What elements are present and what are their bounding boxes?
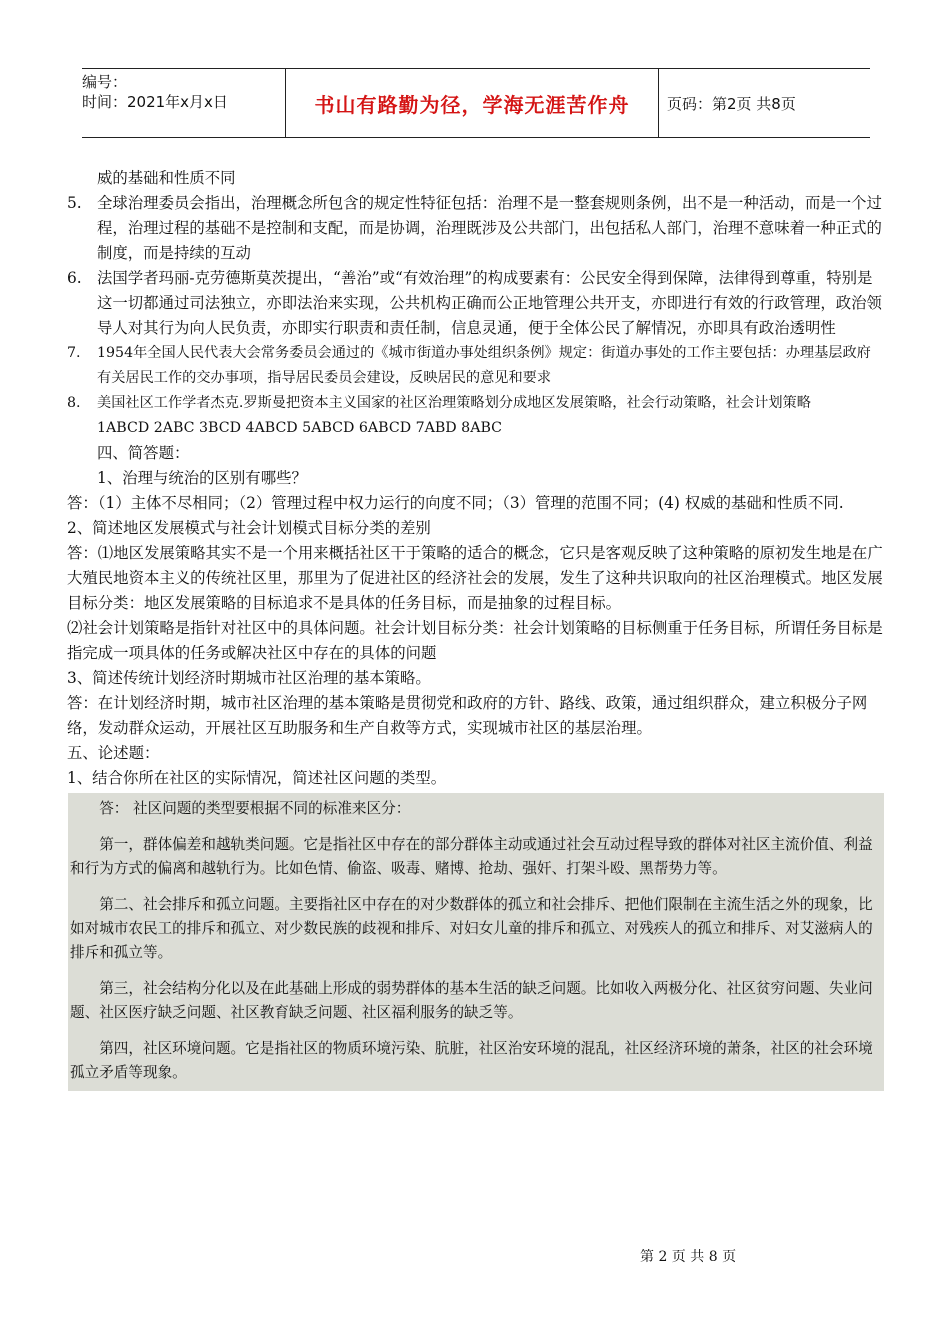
list-item [67, 266, 885, 341]
list-item [67, 191, 885, 266]
section-heading-4: 四、简答题： [97, 444, 190, 462]
shaded-paragraph: 答： 社区问题的类型要根据不同的标准来区分： [99, 800, 411, 817]
shaded-paragraph: 第一，群体偏差和越轨类问题。它是指社区中存在的部分群体主动或通过社会互动过程导致的群体对社区主流价值、利益和行为方式的偏离和越轨行为。比如色情、偷盗、吸毒、赌博、抢劫、强奸、打架斗殴、黑帮势力等。 [70, 836, 873, 877]
page-header [82, 68, 870, 138]
item-number: 8. [67, 395, 81, 411]
item-text: 美国社区工作学者杰克.罗斯曼把资本主义国家的社区治理策略划分成地区发展策略，社会行动策略，社会计划策略 [97, 395, 811, 411]
item-text: 全球治理委员会指出，治理概念所包含的规定性特征包括：治理不是一整套规则条例，出不是一种活动，而是一个过程，治理过程的基础不是控制和支配，而是协调，治理既涉及公共部门，出包括私人部门，治理不意味着一种正式的制度，而是持续的互动 [97, 194, 882, 262]
shaded-paragraph: 第二、社会排斥和孤立问题。主要指社区中存在的对少数群体的孤立和社会排斥、把他们限制在主流生活之外的现象，比如对城市农民工的排斥和孤立、对少数民族的歧视和排斥、对妇女儿童的排斥和孤立、对残疾人的孤立和排斥、对艾滋病人的排斥和孤立等。 [70, 896, 873, 961]
item-text: 法国学者玛丽-克劳德斯莫茨提出，“善治”或“有效治理”的构成要素有：公民安全得到保障，法律得到尊重，特别是这一切都通过司法独立，亦即法治来实现，公共机构正确而公正地管理公共开支，亦即进行有效的行政管理，政治领导人对其行为向人民负责，亦即实行职责和责任制，信息灵通，便于全体公民了解情况，亦即具有政治透明性 [97, 269, 882, 337]
answer-1: 答：（1）主体不尽相同；（2）管理过程中权力运行的向度不同；（3）管理的范围不同；(4) 权威的基础和性质不同. [67, 494, 844, 512]
doc-date: 时间：2021年x月x日 [82, 93, 228, 111]
item-number: 5. [67, 194, 82, 212]
page-footer: 第 2 页 共 8 页 [640, 1249, 737, 1265]
answer-3: 答：在计划经济时期，城市社区治理的基本策略是贯彻党和政府的方针、路线、政策，通过组织群众，建立积极分子网络，发动群众运动，开展社区互助服务和生产自救等方式，实现城市社区的基层治理。 [67, 694, 868, 737]
answer-2-part-1: 答：⑴地区发展策略其实不是一个用来概括社区干于策略的适合的概念，它只是客观反映了这种策略的原初发生地是在广大殖民地资本主义的传统社区里，那里为了促进社区的经济社会的发展，发生了这种共识取向的社区治理模式。地区发展目标分类：地区发展策略的目标追求不是具体的任务目标，而是抽象的过程目标。 [67, 544, 883, 612]
shaded-paragraph: 第三，社会结构分化以及在此基础上形成的弱势群体的基本生活的缺乏问题。比如收入两极分化、社区贫穷问题、失业问题、社区医疗缺乏问题、社区教育缺乏问题、社区福利服务的缺乏等。 [70, 980, 873, 1021]
section-heading-5: 五、论述题： [67, 744, 160, 762]
question-2: 2、简述地区发展模式与社会计划模式目标分类的差别 [67, 519, 431, 537]
shaded-paragraph: 第四，社区环境问题。它是指社区的物质环境污染、肮脏，社区治安环境的混乱，社区经济环境的萧条，社区的社会环境孤立矛盾等现象。 [70, 1040, 873, 1081]
header-meta [82, 69, 286, 137]
header-page-info: 页码：第2页 共8页 [667, 94, 796, 113]
answer-key: 1ABCD 2ABC 3BCD 4ABCD 5ABCD 6ABCD 7ABD 8ABC [97, 420, 502, 436]
list-item [67, 391, 885, 416]
document-body [67, 166, 885, 1091]
essay-question-1: 1、结合你所在社区的实际情况，简述社区问题的类型。 [67, 769, 447, 787]
item-text: 1954年全国人民代表大会常务委员会通过的《城市街道办事处组织条例》规定：街道办事处的工作主要包括：办理基层政府有关居民工作的交办事项，指导居民委员会建设，反映居民的意见和要求 [97, 345, 871, 386]
doc-number-label: 编号： [82, 73, 128, 91]
shaded-answer-block [68, 793, 884, 1091]
continuation-line: 威的基础和性质不同 [97, 169, 236, 187]
question-1: 1、治理与统治的区别有哪些？ [97, 469, 307, 487]
item-number: 7. [67, 345, 81, 361]
answer-2-part-2: ⑵社会计划策略是指针对社区中的具体问题。社会计划目标分类：社会计划策略的目标侧重于任务目标，所谓任务目标是指完成一项具体的任务或解决社区中存在的具体的问题 [67, 619, 883, 662]
question-3: 3、简述传统计划经济时期城市社区治理的基本策略。 [67, 669, 431, 687]
header-motto: 书山有路勤为径，学海无涯苦作舟 [286, 69, 659, 137]
item-number: 6. [67, 269, 82, 287]
list-item [67, 341, 885, 391]
